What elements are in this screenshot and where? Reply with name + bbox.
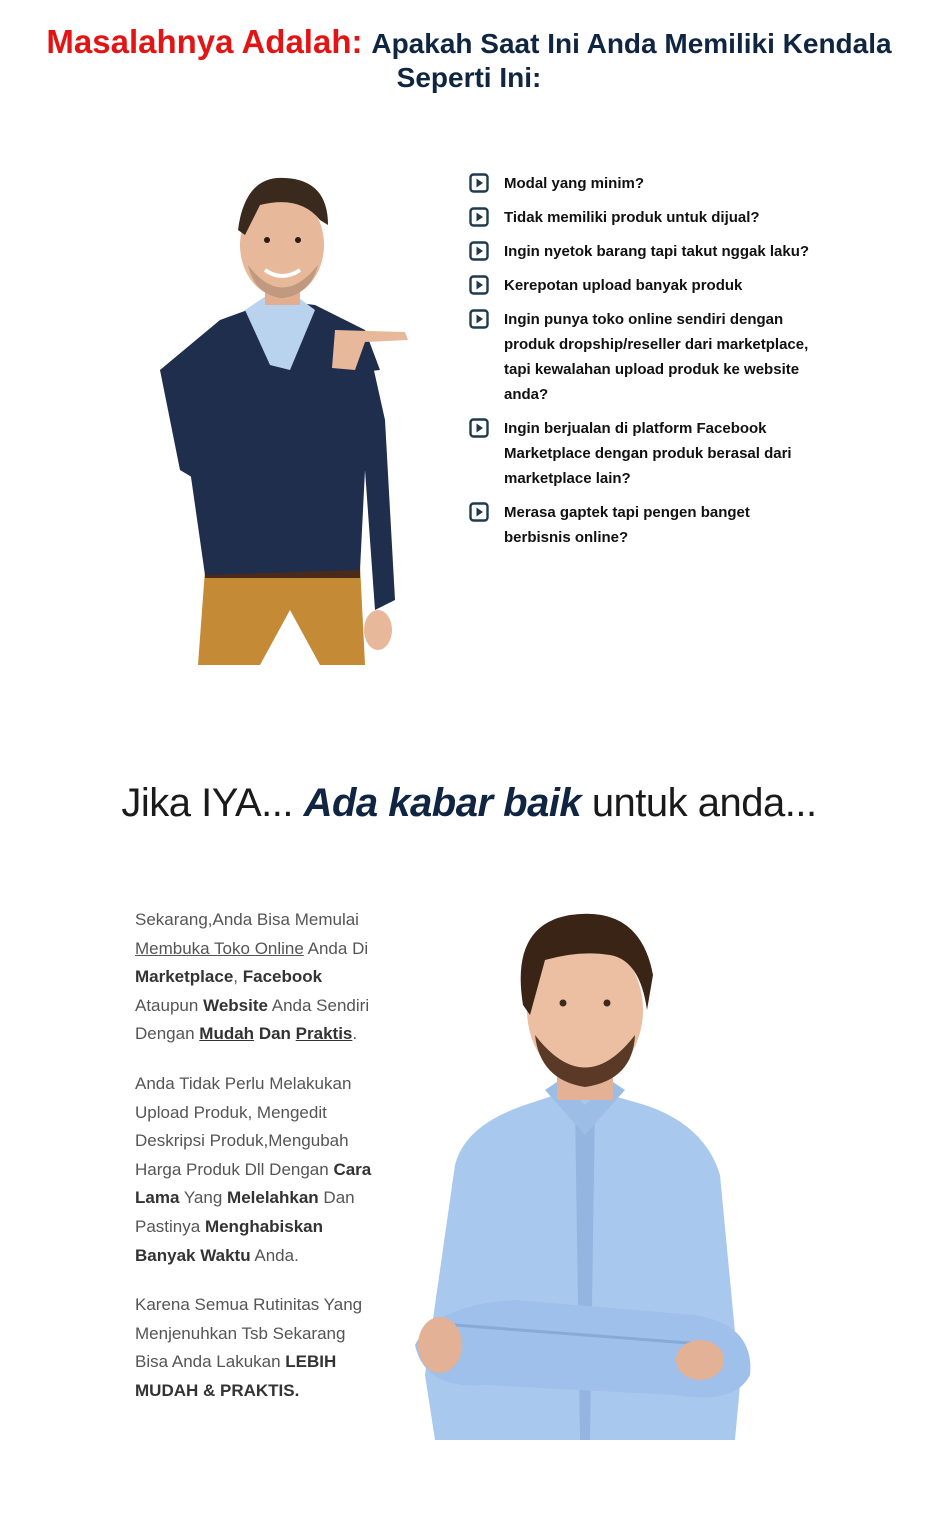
list-item bbox=[468, 239, 818, 264]
subhead-part1: Jika IYA... bbox=[121, 781, 293, 825]
list-item bbox=[468, 273, 818, 298]
bold-text: LEBIH MUDAH & PRAKTIS. bbox=[135, 1352, 337, 1400]
bold-text: Praktis bbox=[295, 1024, 353, 1044]
play-square-icon bbox=[468, 241, 490, 261]
text: , bbox=[233, 967, 239, 987]
bold-text: Melelahkan bbox=[227, 1188, 319, 1208]
open-store-link[interactable]: Membuka Toko Online bbox=[135, 938, 304, 958]
paragraph-1 bbox=[135, 906, 375, 1049]
headline bbox=[0, 23, 938, 94]
text: Karena Semua Rutinitas Yang Menjenuhkan Tsb Sekarang Bisa Anda Lakukan bbox=[135, 1295, 363, 1372]
list-item bbox=[468, 416, 818, 491]
list-item bbox=[468, 307, 818, 407]
text: Anda Sendiri Dengan bbox=[135, 995, 370, 1044]
text: Anda. bbox=[254, 1245, 299, 1265]
list-item-text: Kerepotan upload banyak produk bbox=[504, 277, 743, 294]
bold-text: Website bbox=[203, 995, 268, 1015]
text: . bbox=[352, 1024, 358, 1044]
list-item bbox=[468, 205, 818, 230]
subhead-emphasis: Ada kabar baik bbox=[303, 781, 582, 825]
play-square-icon bbox=[468, 418, 490, 438]
subhead-part2: untuk anda... bbox=[591, 781, 817, 825]
paragraph-3 bbox=[135, 1291, 375, 1405]
list-item-text: Ingin nyetok barang tapi takut nggak laku? bbox=[504, 243, 810, 260]
text: Ataupun bbox=[135, 995, 199, 1015]
list-item-text: Modal yang minim? bbox=[504, 175, 645, 192]
text: Anda Di bbox=[307, 938, 369, 958]
list-item-text: Ingin punya toko online sendiri dengan produk dropship/reseller dari marketplace, tapi kewalahan upload produk ke website anda? bbox=[504, 311, 809, 403]
text: Sekarang,Anda Bisa Memulai bbox=[135, 910, 359, 929]
list-item-text: Ingin berjualan di platform Facebook Marketplace dengan produk berasal dari marketplace lain? bbox=[504, 420, 792, 487]
bold-text: Facebook bbox=[242, 967, 323, 987]
bold-text: Mudah bbox=[199, 1024, 255, 1044]
play-square-icon bbox=[468, 275, 490, 295]
list-item bbox=[468, 171, 818, 196]
list-item-text: Tidak memiliki produk untuk dijual? bbox=[504, 209, 760, 226]
problem-checklist bbox=[468, 171, 818, 559]
play-square-icon bbox=[468, 173, 490, 193]
pointing-man-image bbox=[150, 170, 420, 665]
bold-text: Dan bbox=[258, 1024, 291, 1044]
list-item-text: Merasa gaptek tapi pengen banget berbisnis online? bbox=[504, 504, 750, 546]
headline-question: Apakah Saat Ini Anda Memiliki Kendala Seperti Ini: bbox=[371, 28, 892, 93]
headline-prefix: Masalahnya Adalah: bbox=[46, 23, 363, 60]
list-item bbox=[468, 500, 818, 550]
text: Anda Tidak Perlu Melakukan Upload Produk, Mengedit Deskripsi Produk,Mengubah Harga Produk Dll Dengan bbox=[135, 1073, 352, 1179]
arms-crossed-man-image bbox=[395, 905, 770, 1440]
bold-text: Marketplace bbox=[135, 967, 234, 987]
good-news-heading bbox=[0, 774, 938, 832]
bold-text: Menghabiskan Banyak Waktu bbox=[135, 1216, 324, 1265]
benefit-copy bbox=[135, 906, 375, 1427]
play-square-icon bbox=[468, 502, 490, 522]
play-square-icon bbox=[468, 207, 490, 227]
bold-text: Cara Lama bbox=[135, 1159, 372, 1208]
text: Yang bbox=[183, 1188, 223, 1208]
text: Dan Pastinya bbox=[135, 1188, 355, 1236]
play-square-icon bbox=[468, 309, 490, 329]
paragraph-2 bbox=[135, 1070, 375, 1270]
